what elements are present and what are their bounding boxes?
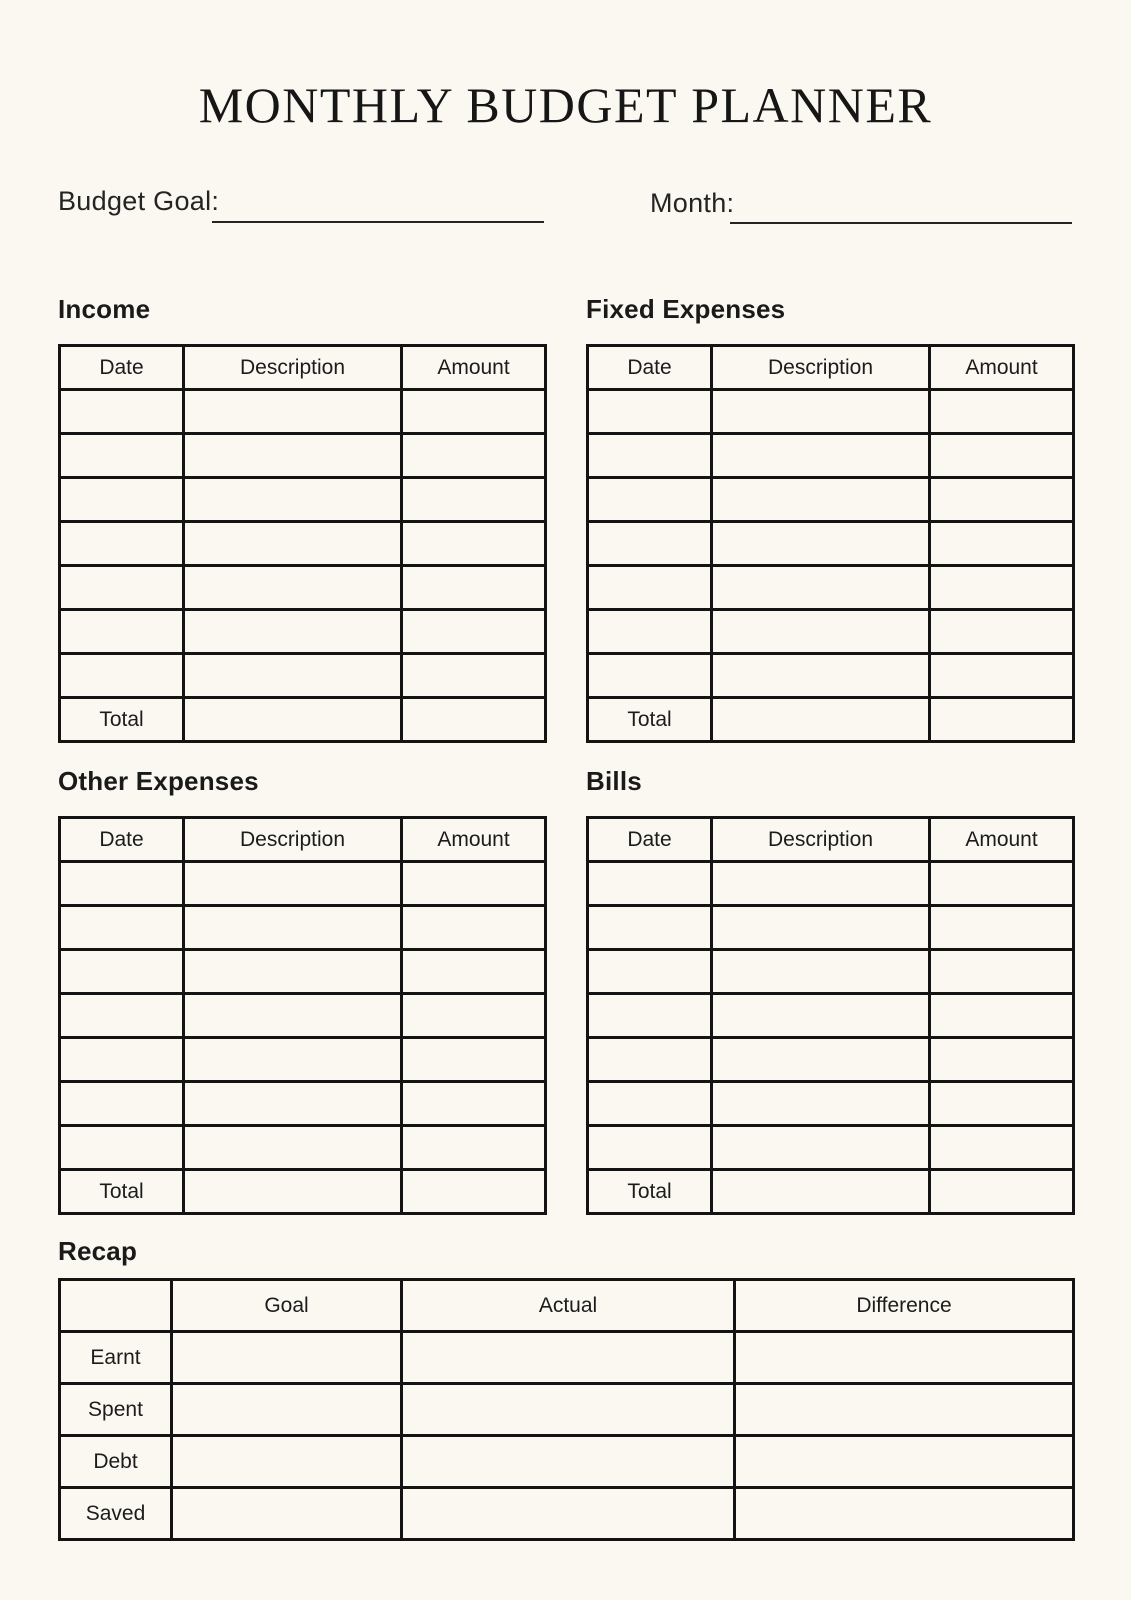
empty-cell[interactable]: [184, 1038, 402, 1082]
empty-cell[interactable]: [60, 434, 184, 478]
empty-cell[interactable]: [402, 654, 546, 698]
empty-cell[interactable]: [184, 862, 402, 906]
empty-cell[interactable]: [184, 566, 402, 610]
budget-goal-label: Budget Goal:: [58, 186, 220, 216]
other-expenses-total-row: [60, 1170, 546, 1214]
empty-cell[interactable]: [930, 1126, 1074, 1170]
empty-cell[interactable]: [588, 566, 712, 610]
empty-cell[interactable]: [60, 950, 184, 994]
empty-row: [60, 478, 546, 522]
empty-cell[interactable]: [588, 478, 712, 522]
empty-cell[interactable]: [588, 654, 712, 698]
empty-cell[interactable]: [402, 994, 546, 1038]
empty-cell[interactable]: [588, 610, 712, 654]
empty-row: [588, 1082, 1074, 1126]
empty-cell[interactable]: [588, 1082, 712, 1126]
recap-debt-goal-cell[interactable]: [172, 1436, 402, 1488]
income-description-header: Description: [184, 346, 402, 390]
recap-earnt-row: [60, 1332, 1074, 1384]
empty-row: [60, 1126, 546, 1170]
empty-cell[interactable]: [184, 906, 402, 950]
empty-row: [588, 950, 1074, 994]
empty-cell[interactable]: [712, 610, 930, 654]
fixed-expenses-total-row: [588, 698, 1074, 742]
recap-spent-difference-cell[interactable]: [735, 1384, 1074, 1436]
recap-earnt-label: Earnt: [60, 1332, 172, 1384]
fixed-expenses-amount-header: Amount: [930, 346, 1074, 390]
bills-description-header: Description: [712, 818, 930, 862]
bills-amount-header: Amount: [930, 818, 1074, 862]
recap-saved-label: Saved: [60, 1488, 172, 1540]
empty-cell[interactable]: [588, 950, 712, 994]
income-total-description-cell[interactable]: [184, 698, 402, 742]
month-fill-line[interactable]: [730, 222, 1072, 224]
empty-row: [588, 654, 1074, 698]
empty-cell[interactable]: [184, 1126, 402, 1170]
other-expenses-table: [58, 816, 547, 1215]
empty-cell[interactable]: [60, 1038, 184, 1082]
empty-cell[interactable]: [712, 994, 930, 1038]
fixed-expenses-section: [586, 296, 1072, 743]
page-title: MONTHLY BUDGET PLANNER: [198, 77, 933, 133]
empty-row: [60, 434, 546, 478]
empty-cell[interactable]: [930, 522, 1074, 566]
empty-cell[interactable]: [402, 522, 546, 566]
empty-cell[interactable]: [184, 654, 402, 698]
empty-cell[interactable]: [588, 994, 712, 1038]
empty-row: [588, 390, 1074, 434]
budget-goal-fill-line[interactable]: [212, 221, 544, 223]
empty-row: [588, 906, 1074, 950]
income-total-row: [60, 698, 546, 742]
empty-cell[interactable]: [712, 522, 930, 566]
other-expenses-date-header: Date: [60, 818, 184, 862]
empty-cell[interactable]: [60, 566, 184, 610]
empty-cell[interactable]: [930, 1082, 1074, 1126]
empty-row: [588, 434, 1074, 478]
empty-cell[interactable]: [60, 478, 184, 522]
income-total-label: Total: [60, 698, 184, 742]
recap-debt-label: Debt: [60, 1436, 172, 1488]
empty-cell[interactable]: [588, 862, 712, 906]
recap-section-title: Recap: [58, 1236, 138, 1266]
empty-cell[interactable]: [184, 950, 402, 994]
recap-spent-label: Spent: [60, 1384, 172, 1436]
empty-cell[interactable]: [930, 610, 1074, 654]
fixed-expenses-date-header: Date: [588, 346, 712, 390]
recap-saved-difference-cell[interactable]: [735, 1488, 1074, 1540]
empty-row: [588, 478, 1074, 522]
recap-actual-header: Actual: [402, 1280, 735, 1332]
empty-row: [60, 566, 546, 610]
other-expenses-section: [58, 768, 544, 1215]
empty-row: [588, 610, 1074, 654]
other-expenses-section-title: Other Expenses: [58, 766, 259, 796]
empty-row: [60, 390, 546, 434]
other-expenses-rows: [60, 862, 546, 1170]
empty-cell[interactable]: [930, 994, 1074, 1038]
empty-cell[interactable]: [184, 522, 402, 566]
recap-goal-header: Goal: [172, 1280, 402, 1332]
recap-table: [58, 1278, 1075, 1541]
empty-cell[interactable]: [588, 1038, 712, 1082]
empty-cell[interactable]: [930, 434, 1074, 478]
empty-cell[interactable]: [930, 390, 1074, 434]
bills-date-header: Date: [588, 818, 712, 862]
income-section-title: Income: [58, 294, 151, 324]
empty-cell[interactable]: [184, 478, 402, 522]
empty-cell[interactable]: [184, 1082, 402, 1126]
empty-row: [588, 1038, 1074, 1082]
empty-cell[interactable]: [588, 906, 712, 950]
income-amount-header: Amount: [402, 346, 546, 390]
other-expenses-description-header: Description: [184, 818, 402, 862]
empty-cell[interactable]: [712, 906, 930, 950]
empty-cell[interactable]: [712, 654, 930, 698]
empty-cell[interactable]: [184, 994, 402, 1038]
recap-spent-actual-cell[interactable]: [402, 1384, 735, 1436]
bills-table: [586, 816, 1075, 1215]
empty-cell[interactable]: [402, 1082, 546, 1126]
bills-header-row: [588, 818, 1074, 862]
income-section: [58, 296, 544, 743]
fixed-expenses-total-label: Total: [588, 698, 712, 742]
other-expenses-amount-header: Amount: [402, 818, 546, 862]
empty-cell[interactable]: [712, 1126, 930, 1170]
fixed-expenses-table: [586, 344, 1075, 743]
empty-cell[interactable]: [930, 950, 1074, 994]
empty-cell[interactable]: [930, 1038, 1074, 1082]
empty-cell[interactable]: [588, 390, 712, 434]
empty-cell[interactable]: [60, 390, 184, 434]
empty-row: [60, 950, 546, 994]
fixed-expenses-rows: [588, 390, 1074, 698]
empty-cell[interactable]: [712, 566, 930, 610]
recap-saved-actual-cell[interactable]: [402, 1488, 735, 1540]
empty-cell[interactable]: [402, 1126, 546, 1170]
empty-row: [588, 862, 1074, 906]
income-date-header: Date: [60, 346, 184, 390]
recap-earnt-goal-cell[interactable]: [172, 1332, 402, 1384]
empty-cell[interactable]: [402, 390, 546, 434]
bills-total-description-cell[interactable]: [712, 1170, 930, 1214]
empty-row: [60, 1082, 546, 1126]
empty-cell[interactable]: [184, 434, 402, 478]
empty-cell[interactable]: [402, 566, 546, 610]
empty-cell[interactable]: [60, 1126, 184, 1170]
fixed-expenses-description-header: Description: [712, 346, 930, 390]
fixed-expenses-total-amount-cell[interactable]: [930, 698, 1074, 742]
empty-row: [588, 522, 1074, 566]
empty-row: [588, 1126, 1074, 1170]
empty-cell[interactable]: [930, 566, 1074, 610]
other-expenses-total-label: Total: [60, 1170, 184, 1214]
fixed-expenses-total-description-cell[interactable]: [712, 698, 930, 742]
empty-cell[interactable]: [588, 434, 712, 478]
bills-section: [586, 768, 1072, 1215]
empty-cell[interactable]: [588, 1126, 712, 1170]
recap-saved-goal-cell[interactable]: [172, 1488, 402, 1540]
fixed-expenses-section-title: Fixed Expenses: [586, 294, 786, 324]
empty-cell[interactable]: [60, 906, 184, 950]
other-expenses-total-amount-cell[interactable]: [402, 1170, 546, 1214]
empty-cell[interactable]: [402, 862, 546, 906]
income-table: [58, 344, 547, 743]
empty-cell[interactable]: [402, 1038, 546, 1082]
recap-header-row: [60, 1280, 1074, 1332]
recap-earnt-actual-cell[interactable]: [402, 1332, 735, 1384]
empty-cell[interactable]: [184, 610, 402, 654]
recap-spent-goal-cell[interactable]: [172, 1384, 402, 1436]
bills-total-label: Total: [588, 1170, 712, 1214]
fixed-expenses-header-row: [588, 346, 1074, 390]
empty-row: [60, 1038, 546, 1082]
empty-cell[interactable]: [588, 522, 712, 566]
empty-cell[interactable]: [402, 434, 546, 478]
empty-cell[interactable]: [712, 862, 930, 906]
empty-row: [588, 566, 1074, 610]
bills-total-amount-cell[interactable]: [930, 1170, 1074, 1214]
recap-corner-cell: [60, 1280, 172, 1332]
empty-row: [60, 610, 546, 654]
income-rows: [60, 390, 546, 698]
recap-spent-row: [60, 1384, 1074, 1436]
empty-cell[interactable]: [60, 994, 184, 1038]
income-header-row: [60, 346, 546, 390]
empty-cell[interactable]: [712, 950, 930, 994]
empty-cell[interactable]: [60, 654, 184, 698]
empty-row: [60, 862, 546, 906]
recap-saved-row: [60, 1488, 1074, 1540]
empty-cell[interactable]: [402, 950, 546, 994]
empty-cell[interactable]: [712, 1082, 930, 1126]
empty-row: [60, 994, 546, 1038]
empty-cell[interactable]: [930, 862, 1074, 906]
empty-row: [60, 906, 546, 950]
empty-cell[interactable]: [712, 390, 930, 434]
empty-cell[interactable]: [930, 906, 1074, 950]
recap-section: [58, 1238, 1072, 1541]
recap-earnt-difference-cell[interactable]: [735, 1332, 1074, 1384]
other-expenses-header-row: [60, 818, 546, 862]
empty-cell[interactable]: [60, 862, 184, 906]
empty-row: [60, 522, 546, 566]
empty-cell[interactable]: [402, 610, 546, 654]
bills-total-row: [588, 1170, 1074, 1214]
empty-cell[interactable]: [60, 1082, 184, 1126]
empty-cell[interactable]: [712, 1038, 930, 1082]
empty-row: [588, 994, 1074, 1038]
empty-row: [60, 654, 546, 698]
empty-cell[interactable]: [60, 610, 184, 654]
bills-rows: [588, 862, 1074, 1170]
empty-cell[interactable]: [184, 390, 402, 434]
empty-cell[interactable]: [930, 654, 1074, 698]
empty-cell[interactable]: [402, 906, 546, 950]
recap-debt-actual-cell[interactable]: [402, 1436, 735, 1488]
other-expenses-total-description-cell[interactable]: [184, 1170, 402, 1214]
income-total-amount-cell[interactable]: [402, 698, 546, 742]
empty-cell[interactable]: [930, 478, 1074, 522]
empty-cell[interactable]: [712, 478, 930, 522]
empty-cell[interactable]: [60, 522, 184, 566]
recap-difference-header: Difference: [735, 1280, 1074, 1332]
recap-debt-difference-cell[interactable]: [735, 1436, 1074, 1488]
empty-cell[interactable]: [712, 434, 930, 478]
empty-cell[interactable]: [402, 478, 546, 522]
recap-debt-row: [60, 1436, 1074, 1488]
bills-section-title: Bills: [586, 766, 642, 796]
month-label: Month:: [650, 188, 735, 218]
